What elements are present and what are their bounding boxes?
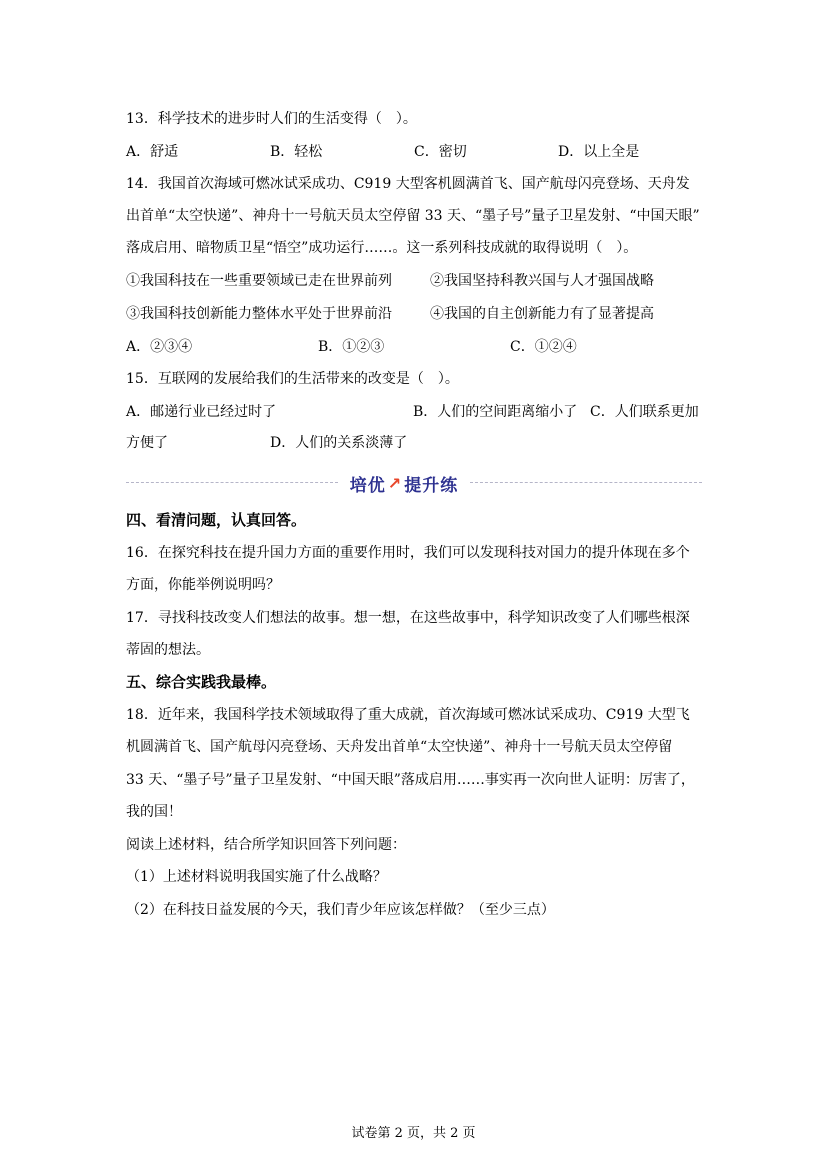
q15-option-c-continued: 方便了 (126, 435, 168, 451)
question-18-line-1: 18．近年来，我国科学技术领域取得了重大成就，首次海域可燃冰试采成功、C919 大型飞 (126, 707, 690, 723)
q14-statement-4: ④我国的自主创新能力有了显著提高 (430, 306, 654, 322)
question-15-stem: 15．互联网的发展给我们的生活带来的改变是（ ）。 (126, 371, 459, 387)
question-14-stem-line-2: 出首单“太空快递”、神舟十一号航天员太空停留 33 天、“墨子号”量子卫星发射、“中国天眼” (126, 208, 700, 224)
q14-statement-2: ②我国坚持科教兴国与人才强国战略 (430, 273, 654, 289)
q14-statement-3: ③我国科技创新能力整体水平处于世界前沿 (126, 306, 392, 322)
banner-divider-left (126, 482, 338, 483)
question-13-stem: 13．科学技术的进步时人们的生活变得（ ）。 (126, 111, 417, 127)
q14-option-a: A．②③④ (126, 339, 193, 355)
q14-statement-1: ①我国科技在一些重要领域已走在世界前列 (126, 273, 392, 289)
q13-option-b: B．轻松 (270, 144, 323, 160)
question-18-sub-1: （1）上述材料说明我国实施了什么战略？ (126, 869, 387, 885)
question-18-sub-2: （2）在科技日益发展的今天，我们青少年应该怎样做？（至少三点） (126, 902, 555, 918)
banner-divider-right (470, 482, 702, 483)
q14-option-b: B．①②③ (318, 339, 385, 355)
question-16-line-1: 16．在探究科技在提升国力方面的重要作用时，我们可以发现科技对国力的提升体现在多个 (126, 545, 690, 561)
question-14-stem-line-3: 落成启用、暗物质卫星“悟空”成功运行……。这一系列科技成就的取得说明（ ）。 (126, 240, 638, 256)
question-16-line-2: 方面，你能举例说明吗？ (126, 577, 280, 593)
q15-option-c: C．人们联系更加 (590, 404, 699, 420)
question-17-line-1: 17．寻找科技改变人们想法的故事。想一想，在这些故事中，科学知识改变了人们哪些根深 (126, 610, 690, 626)
question-18-line-3: 33 天、“墨子号”量子卫星发射、“中国天眼”落成启用……事实再一次向世人证明：厉害了， (126, 772, 695, 788)
banner-label-left: 培优 (349, 475, 386, 496)
question-14-stem-line-1: 14．我国首次海域可燃冰试采成功、C919 大型客机圆满首飞、国产航母闪亮登场、天舟发 (126, 176, 690, 192)
question-17-line-2: 蒂固的想法。 (126, 642, 210, 658)
question-18-instruction: 阅读上述材料，结合所学知识回答下列问题： (126, 837, 406, 853)
q15-option-d: D．人们的关系淡薄了 (270, 435, 408, 451)
q13-option-c: C．密切 (414, 144, 467, 160)
banner-label-right: 提升练 (404, 475, 459, 496)
banner-title (338, 470, 470, 496)
section-4-heading: 四、看清问题，认真回答。 (126, 511, 307, 529)
q14-option-c: C．①②④ (510, 339, 577, 355)
section-banner (126, 470, 702, 496)
q15-option-b: B．人们的空间距离缩小了 (413, 404, 578, 420)
page-footer: 试卷第 2 页，共 2 页 (351, 1126, 476, 1141)
question-18-line-2: 机圆满首飞、国产航母闪亮登场、天舟发出首单“太空快递”、神舟十一号航天员太空停留 (126, 739, 673, 755)
rising-arrow-icon: ↗ (387, 473, 403, 493)
q15-option-a: A．邮递行业已经过时了 (126, 404, 277, 420)
q13-option-a: A．舒适 (126, 144, 179, 160)
question-18-line-4: 我的国！ (126, 804, 182, 820)
section-5-heading: 五、综合实践我最棒。 (126, 673, 277, 691)
q13-option-d: D．以上全是 (558, 144, 640, 160)
